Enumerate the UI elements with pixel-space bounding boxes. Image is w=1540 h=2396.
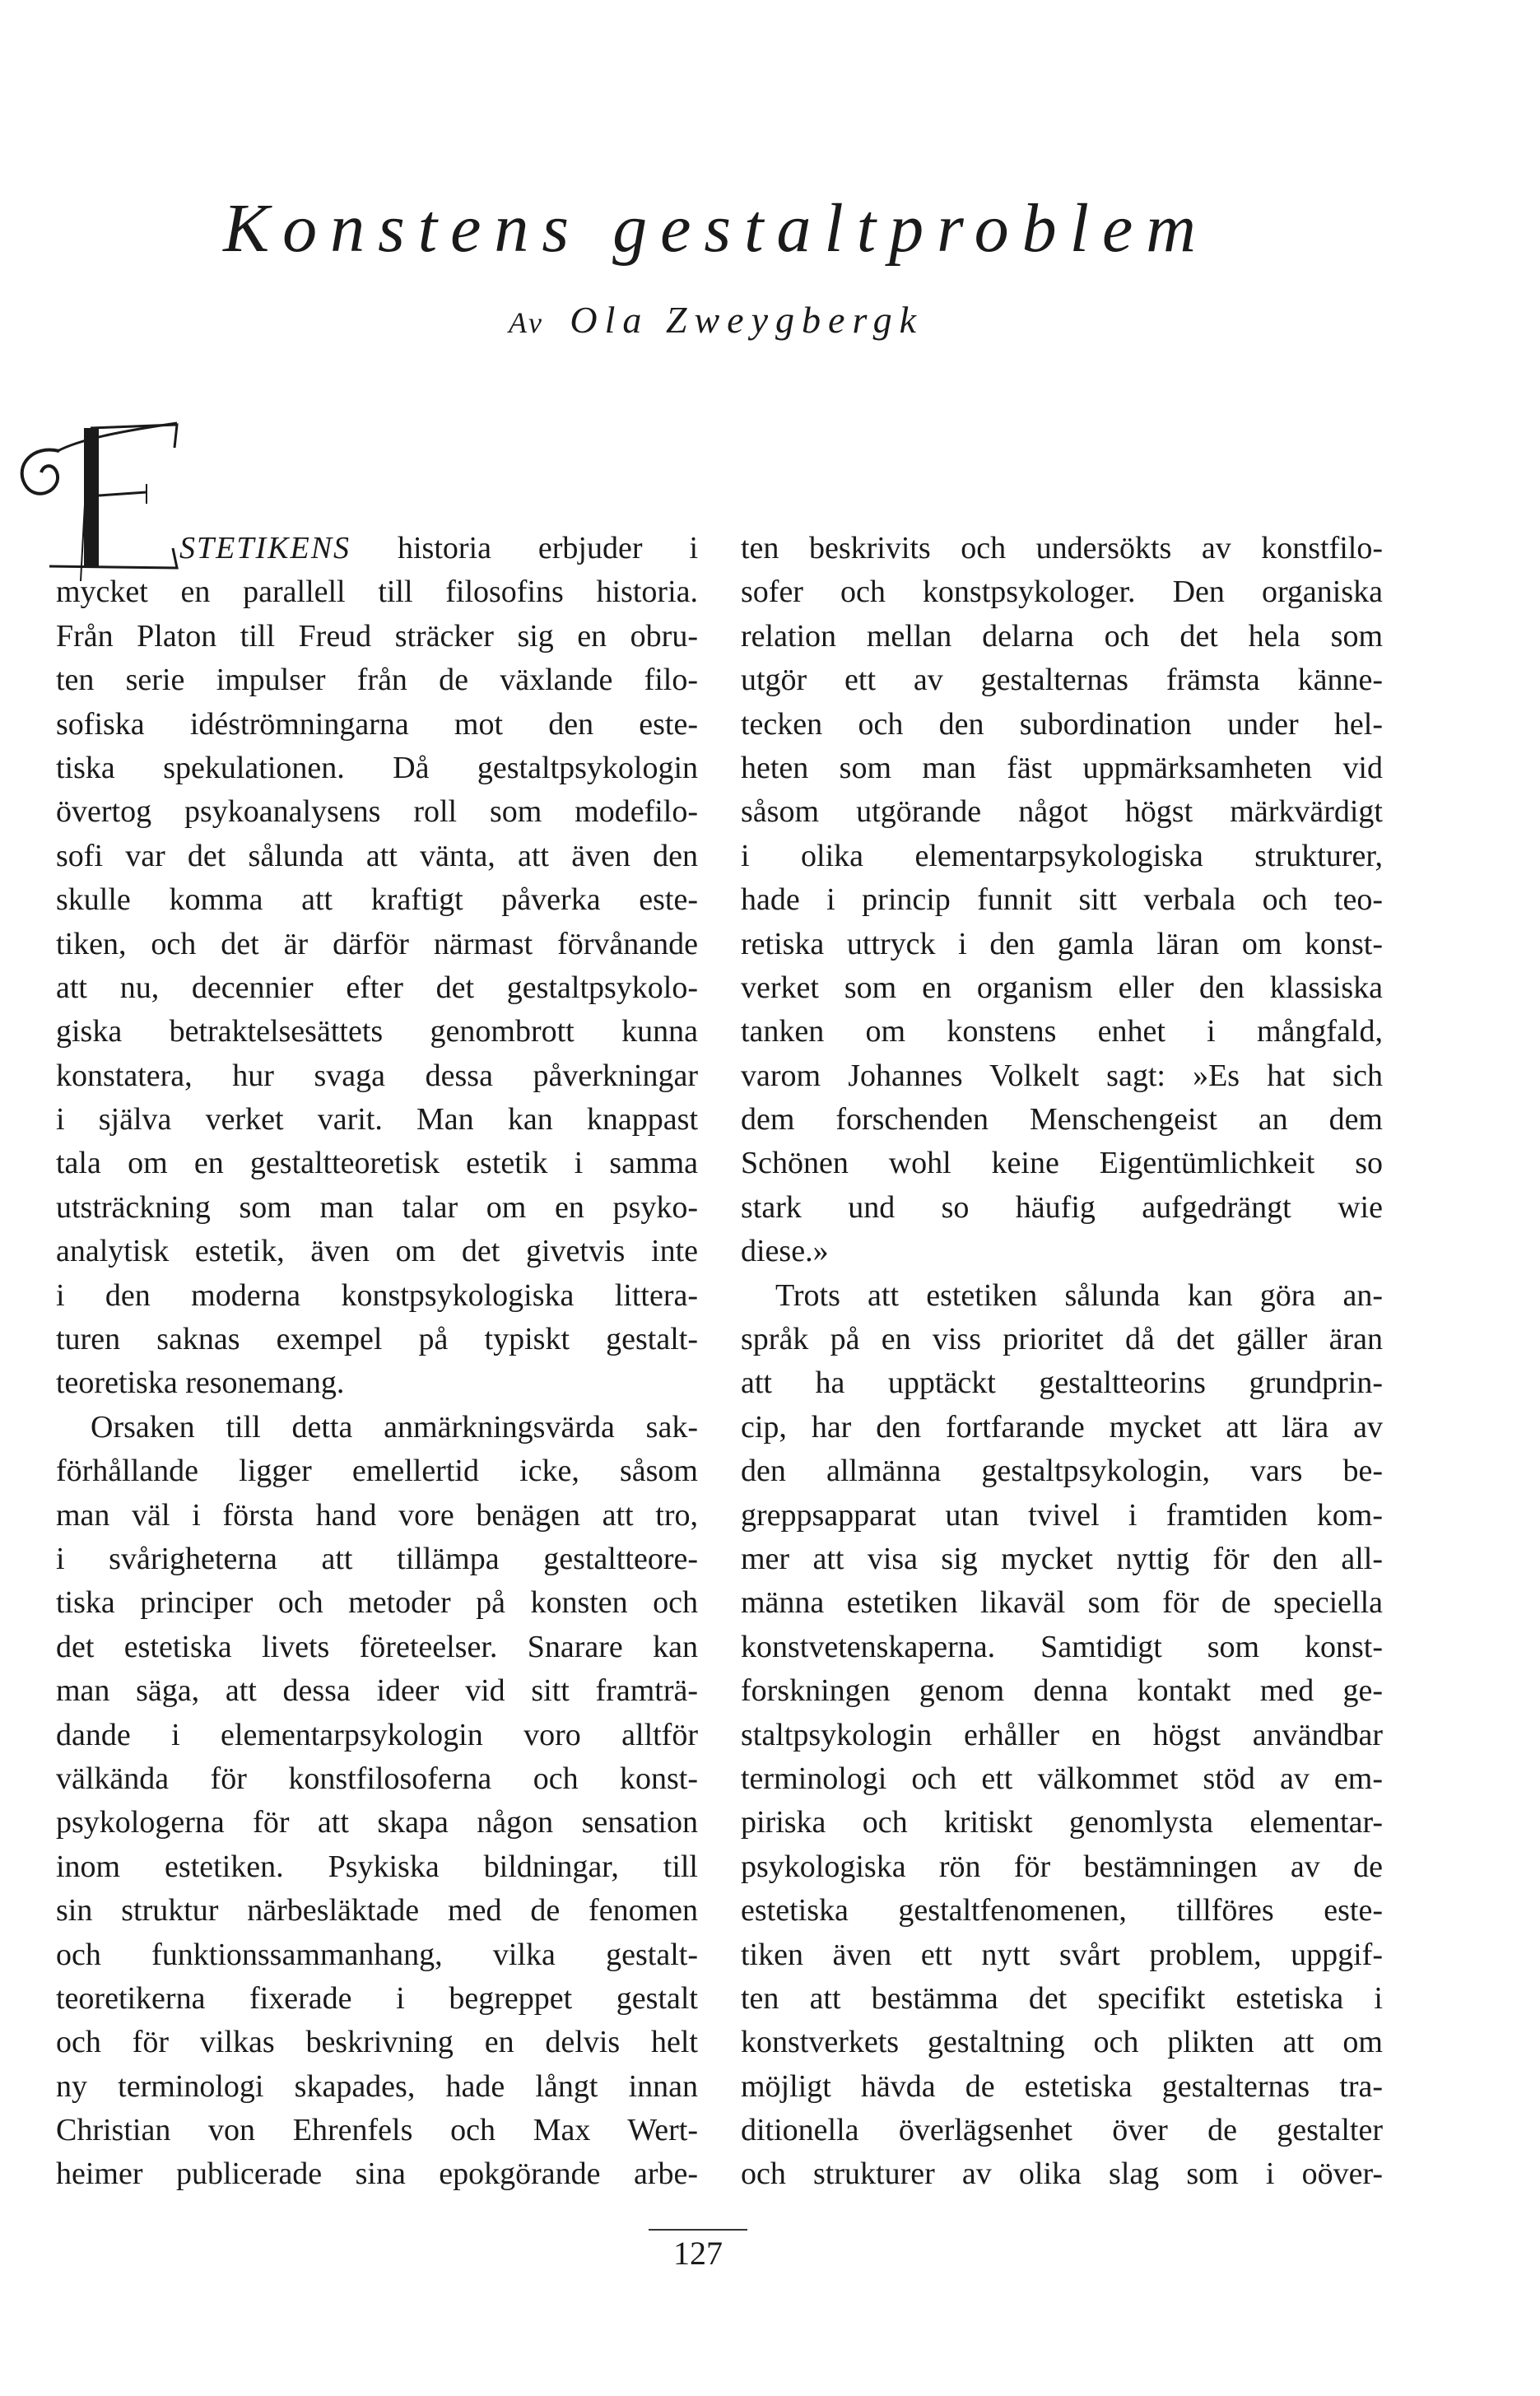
text-line: ditionella överlägsenhet över de gestalter: [741, 2113, 1383, 2148]
text-line: möjligt hävda de estetiska gestalternas tra-: [741, 2068, 1383, 2104]
text-line: tala om en gestaltteoretisk estetik i samma: [56, 1146, 698, 1181]
text-line: cip, har den fortfarande mycket att lära av: [741, 1409, 1383, 1445]
byline: [0, 301, 1432, 339]
text-line: konstatera, hur svaga dessa påverkningar: [56, 1058, 698, 1093]
text-line: Orsaken till detta anmärkningsvärda sak-: [91, 1409, 698, 1445]
text-line: analytisk estetik, även om det givetvis inte: [56, 1234, 698, 1269]
page-number: 127: [673, 2235, 723, 2272]
text-line: sofi var det sålunda att vänta, att även den: [56, 838, 698, 873]
text-line: i den moderna konstpsykologiska littera-: [56, 1277, 698, 1313]
text-line: mycket en parallell till filosofins historia.: [56, 575, 698, 610]
text-line: turen saknas exempel på typiskt gestalt-: [56, 1322, 698, 1357]
text-line: förhållande ligger emellertid icke, såsom: [56, 1454, 698, 1489]
text-line: ny terminologi skapades, hade långt innan: [56, 2068, 698, 2104]
text-line: tiken, och det är därför närmast förvånande: [56, 926, 698, 961]
text-line: ten serie impulser från de växlande filo-: [56, 663, 698, 698]
text-line: skulle komma att kraftigt påverka este-: [56, 882, 698, 918]
text-line: hade i princip funnit sitt verbala och teo-: [741, 882, 1383, 918]
left-column: [56, 527, 698, 2197]
text-line: Från Platon till Freud sträcker sig en obru-: [56, 618, 698, 654]
opening-word: STETIKENS: [179, 531, 351, 565]
text-line: språk på en viss prioritet då det gäller äran: [741, 1322, 1383, 1357]
text-line: sofer och konstpsykologer. Den organiska: [741, 575, 1383, 610]
text-line: Schönen wohl keine Eigentümlichkeit so: [741, 1146, 1383, 1181]
text-line: piriska och kritiskt genomlysta elementar-: [741, 1805, 1383, 1840]
text-line: estetiska gestaltfenomenen, tillföres este-: [741, 1893, 1383, 1928]
text-line: dem forschenden Menschengeist an dem: [741, 1102, 1383, 1138]
text-line: tanken om konstens enhet i mångfald,: [741, 1014, 1383, 1049]
text-line: giska betraktelsesättets genombrott kunna: [56, 1014, 698, 1049]
text-line: Christian von Ehrenfels och Max Wert-: [56, 2113, 698, 2148]
text-line: utsträckning som man talar om en psyko-: [56, 1189, 698, 1225]
text-line: övertog psykoanalysens roll som modefilo-: [56, 794, 698, 830]
text-line: psykologiska rön för bestämningen av de: [741, 1849, 1383, 1884]
text-line: mer att visa sig mycket nyttig för den all-: [741, 1541, 1383, 1576]
text-line: såsom utgörande något högst märkvärdigt: [741, 794, 1383, 830]
text-line: ten att bestämma det specifikt estetiska i: [741, 1980, 1383, 2016]
text-line: tiken även ett nytt svårt problem, uppgif-: [741, 1937, 1383, 1972]
text-line: dande i elementarpsykologin voro alltför: [56, 1717, 698, 1752]
text-line: ten beskrivits och undersökts av konstfilo-: [741, 531, 1383, 565]
right-column: [741, 527, 1383, 2197]
text-line: retiska uttryck i den gamla läran om konst-: [741, 926, 1383, 961]
text-line: stark und so häufig aufgedrängt wie: [741, 1189, 1383, 1225]
text-line: heimer publicerade sina epokgörande arbe-: [56, 2156, 698, 2192]
text-line: konstvetenskaperna. Samtidigt som konst-: [741, 1629, 1383, 1664]
article-title: Konstens gestaltproblem: [223, 190, 1209, 267]
text-line: tiska spekulationen. Då gestaltpsykologin: [56, 750, 698, 785]
text-line: i olika elementarpsykologiska strukturer,: [741, 838, 1383, 873]
text-line: verket som en organism eller den klassiska: [741, 970, 1383, 1005]
text-line: och strukturer av olika slag som i oöver-: [741, 2156, 1383, 2192]
text-line: männa estetiken likaväl som för de speciella: [741, 1585, 1383, 1621]
text-line: greppsapparat utan tvivel i framtiden kom-: [741, 1497, 1383, 1533]
text-line: sofiska idéströmningarna mot den este-: [56, 706, 698, 742]
text-line: teoretikerna fixerade i begreppet gestalt: [56, 1980, 698, 2016]
byline-prefix: Av: [508, 306, 545, 339]
text-line-content: historia erbjuder i: [397, 531, 698, 565]
author-name: Ola Zweygbergk: [570, 299, 924, 341]
footer-rule: [649, 2229, 747, 2231]
text-line: och funktionssammanhang, vilka gestalt-: [56, 1937, 698, 1972]
text-line: sin struktur närbesläktade med de fenomen: [56, 1893, 698, 1928]
text-line: utgör ett av gestalternas främsta känne-: [741, 663, 1383, 698]
text-line: [56, 527, 698, 570]
text-line: välkända för konstfilosoferna och konst-: [56, 1761, 698, 1796]
text-line: det estetiska livets företeelser. Snarare kan: [56, 1629, 698, 1664]
text-line: heten som man fäst uppmärksamheten vid: [741, 750, 1383, 785]
text-line: tecken och den subordination under hel-: [741, 706, 1383, 742]
text-line: Trots att estetiken sålunda kan göra an-: [775, 1277, 1383, 1313]
text-line: konstverkets gestaltning och plikten att om: [741, 2025, 1383, 2060]
text-line: och för vilkas beskrivning en delvis helt: [56, 2025, 698, 2060]
text-line: i själva verket varit. Man kan knappast: [56, 1102, 698, 1138]
text-line: varom Johannes Volkelt sagt: »Es hat sich: [741, 1058, 1383, 1093]
text-line: terminologi och ett välkommet stöd av em-: [741, 1761, 1383, 1796]
text-line: inom estetiken. Psykiska bildningar, till: [56, 1849, 698, 1884]
text-line: i svårigheterna att tillämpa gestaltteore-: [56, 1541, 698, 1576]
text-line: relation mellan delarna och det hela som: [741, 618, 1383, 654]
text-line: tiska principer och metoder på konsten och: [56, 1585, 698, 1621]
text-line: staltpsykologin erhåller en högst användbar: [741, 1717, 1383, 1752]
text-line: forskningen genom denna kontakt med ge-: [741, 1673, 1383, 1709]
text-line: att ha upptäckt gestaltteorins grundprin-: [741, 1365, 1383, 1401]
text-line: teoretiska resonemang.: [56, 1365, 345, 1401]
text-line: den allmänna gestaltpsykologin, vars be-: [741, 1454, 1383, 1489]
text-line: psykologerna för att skapa någon sensation: [56, 1805, 698, 1840]
text-line: man säga, att dessa ideer vid sitt framträ-: [56, 1673, 698, 1709]
text-line: att nu, decennier efter det gestaltpsykolo-: [56, 970, 698, 1005]
text-line: diese.»: [741, 1234, 829, 1269]
text-line: man väl i första hand vore benägen att tro,: [56, 1497, 698, 1533]
